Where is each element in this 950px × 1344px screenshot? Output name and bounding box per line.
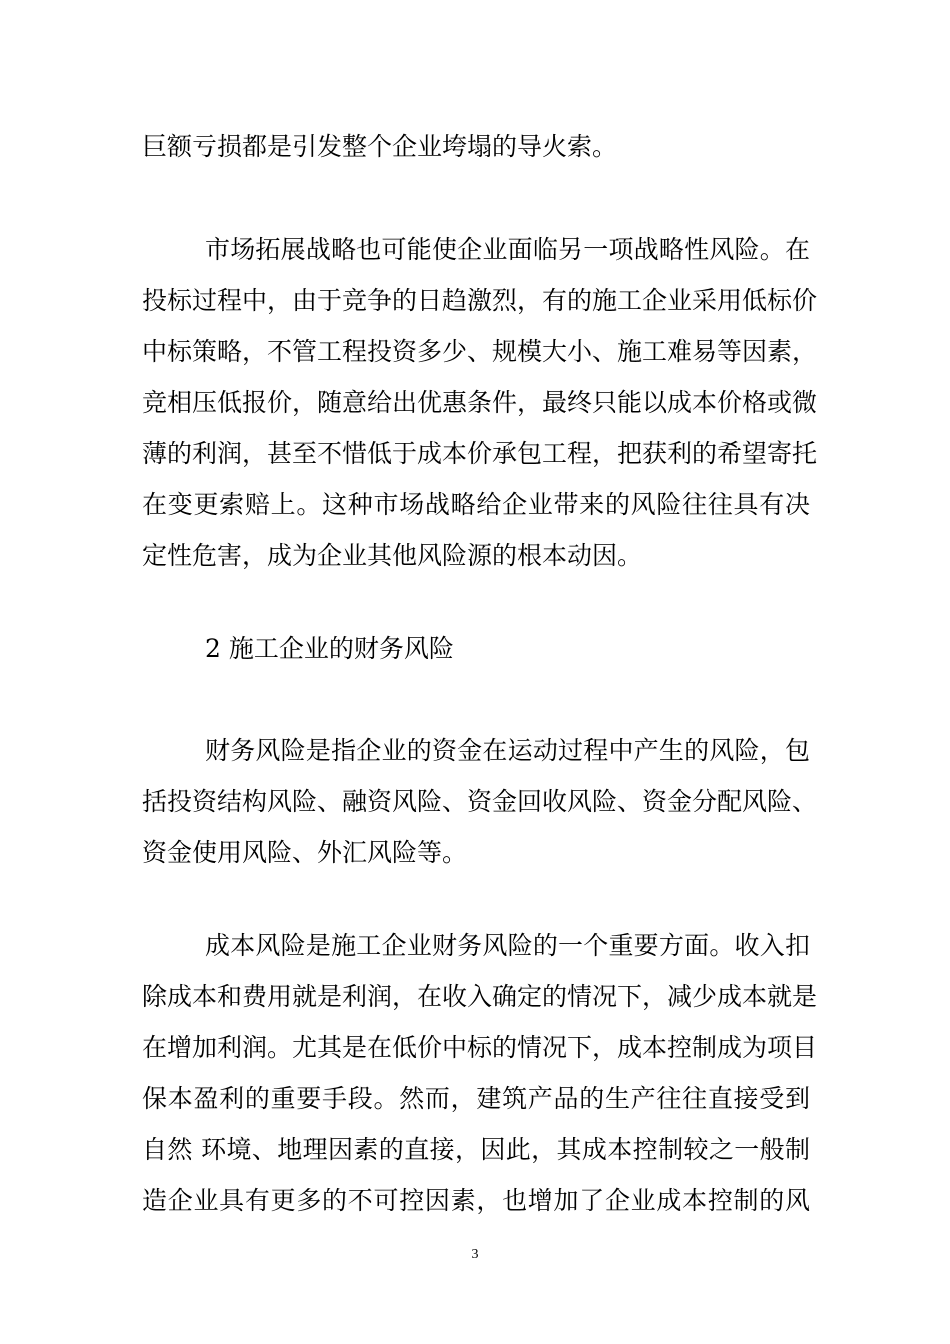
paragraph-2-line-3: 中标策略，不管工程投资多少、规模大小、施工难易等因素， — [142, 337, 818, 366]
paragraph-4-line-3: 在增加利润。尤其是在低价中标的情况下，成本控制成为项目 — [142, 1033, 818, 1062]
paragraph-4-line-4: 保本盈利的重要手段。然而，建筑产品的生产往往直接受到 — [142, 1084, 810, 1113]
paragraph-2-line-6: 在变更索赔上。这种市场战略给企业带来的风险往往具有决 — [142, 490, 810, 519]
paragraph-4-line-1: 成本风险是施工企业财务风险的一个重要方面。收入扣 — [205, 931, 810, 960]
paragraph-3-line-1: 财务风险是指企业的资金在运动过程中产生的风险，包 — [205, 736, 810, 765]
paragraph-2-line-7: 定性危害，成为企业其他风险源的根本动因。 — [142, 541, 643, 570]
paragraph-4-line-5: 自然 环境、地理因素的直接，因此，其成本控制较之一般制 — [142, 1135, 810, 1164]
paragraph-4-line-2: 除成本和费用就是利润，在收入确定的情况下，减少成本就是 — [142, 982, 818, 1011]
paragraph-2-line-4: 竞相压低报价，随意给出优惠条件，最终只能以成本价格或微 — [142, 388, 818, 417]
paragraph-4-line-6: 造企业具有更多的不可控因素，也增加了企业成本控制的风 — [142, 1186, 810, 1215]
page-number: 3 — [471, 1247, 479, 1262]
paragraph-2-line-1: 市场拓展战略也可能使企业面临另一项战略性风险。在 — [205, 235, 810, 264]
paragraph-3-line-2: 括投资结构风险、融资风险、资金回收风险、资金分配风险、 — [142, 787, 818, 816]
paragraph-2-line-2: 投标过程中，由于竞争的日趋激烈，有的施工企业采用低标价 — [142, 286, 818, 315]
paragraph-1-line-1: 巨额亏损都是引发整个企业垮塌的导火索。 — [142, 132, 618, 161]
paragraph-3-line-3: 资金使用风险、外汇风险等。 — [142, 838, 468, 867]
section-heading: 2 施工企业的财务风险 — [205, 634, 454, 663]
paragraph-2-line-5: 薄的利润，甚至不惜低于成本价承包工程，把获利的希望寄托 — [142, 439, 818, 468]
